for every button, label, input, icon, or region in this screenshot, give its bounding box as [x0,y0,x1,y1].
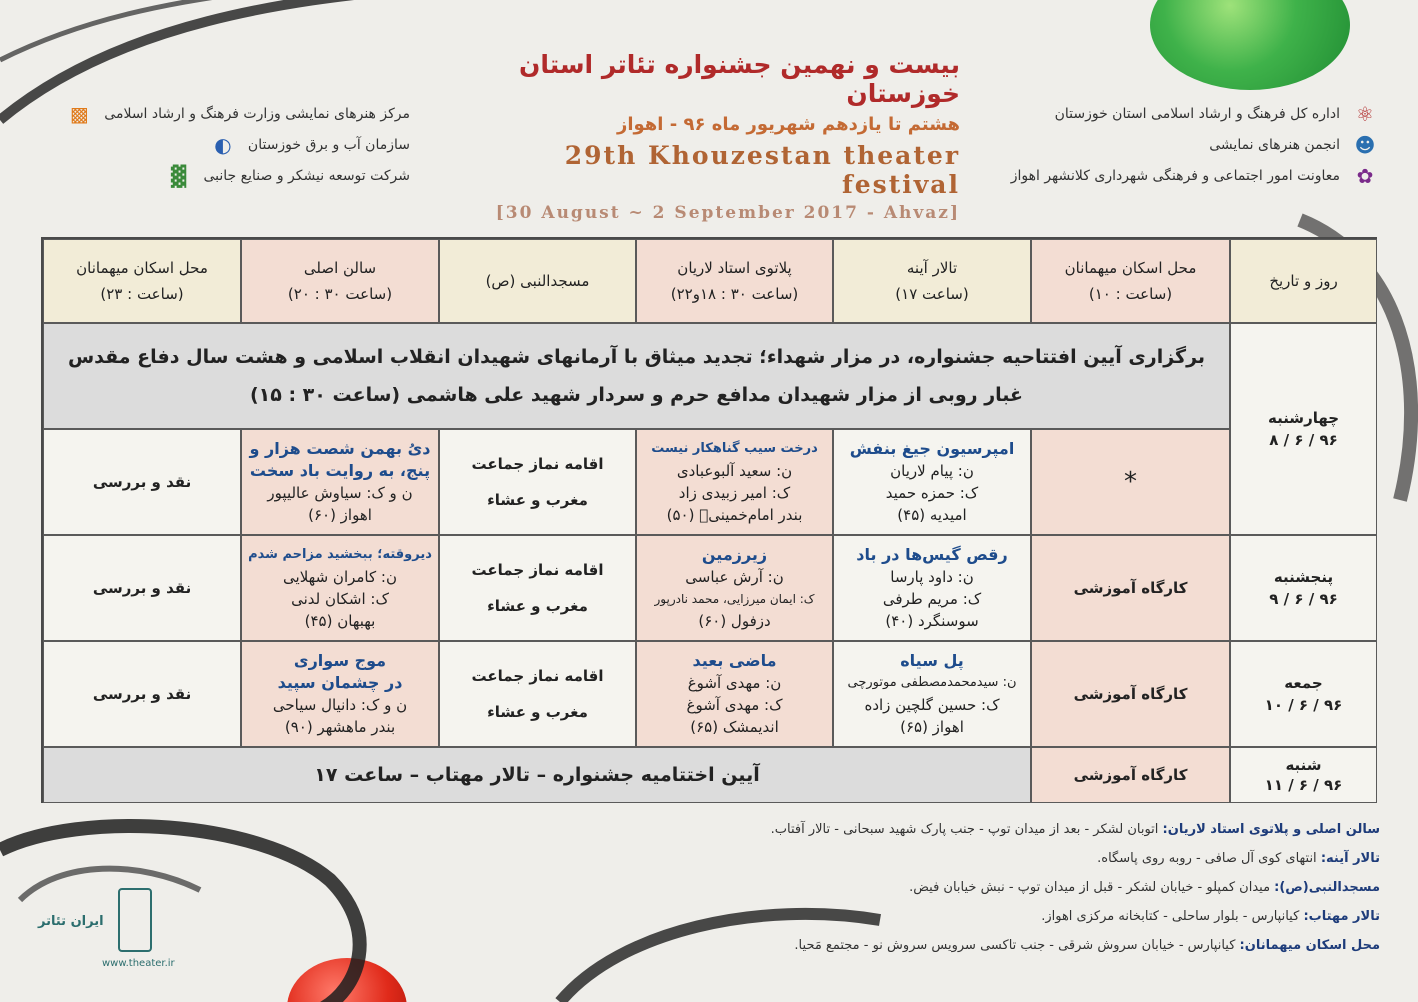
iran-theater-logo: ایران تئاتر www.theater.ir [38,888,168,978]
header-col-mosque: مسجدالنبی (ص) [439,239,636,323]
play-cell: رقص گیس‌ها در باد ن: داود پارسا ک: مریم طرفی سوسنگرد (۴۰) [833,535,1031,641]
review-cell: نقد و بررسی [43,429,241,535]
theater-mask-icon [118,888,152,952]
water-drop-icon: ◐ [214,132,232,157]
venue-note: سالن اصلی و پلاتوی استاد لاریان: اتوبان لشکر - بعد از میدان توپ - جنب پارک شهید سبحانی - تالار آفتاب. [770,822,1380,837]
organizers-left [40,98,410,191]
festival-dates-en: [30 August ~ 2 September 2017 - Ahvaz] [495,203,960,223]
organizer-item: مرکز هنرهای نمایشی وزارت فرهنگ و ارشاد اسلامی ▩ [40,98,410,129]
prayer-cell: اقامه نماز جماعت مغرب و عشاء [439,429,636,535]
day-cell-thursday: پنجشنبه ۹۶ / ۶ / ۹ [1230,535,1377,641]
organizer-item: ⚛ اداره کل فرهنگ و ارشاد اسلامی استان خوزستان [990,98,1380,129]
play-cell: پل سیاه ن: سیدمحمدمصطفی موتورچی ک: حسین گلچین زاده اهواز (۶۵) [833,641,1031,747]
cell-wed-morning: * [1031,429,1230,535]
emblem-icon: ⚛ [1356,101,1374,126]
organizer-item: شرکت توسعه نیشکر و صنایع جانبی ▓ [40,160,410,191]
people-icon: ☻ [1354,132,1376,157]
festival-dates-fa: هشتم تا یازدهم شهریور ماه ۹۶ - اهواز [616,114,960,135]
organizer-item: ☻ انجمن هنرهای نمایشی [990,129,1380,160]
header-day-date: روز و تاریخ [1230,239,1377,323]
venue-note: محل اسکان میهمانان: کیانپارس - خیابان سروش شرقی - جنب تاکسی سرویس سروش نو - مجتمع مَحیا. [794,938,1380,953]
schedule-table [41,237,1377,803]
organizer-item: ✿ معاونت امور اجتماعی و فرهنگی شهرداری کلانشهر اهواز [990,160,1380,191]
review-cell: نقد و بررسی [43,641,241,747]
day-cell-wednesday: چهارشنبه ۹۶ / ۶ / ۸ [1230,323,1377,535]
workshop-cell: کارگاه آموزشی [1031,535,1230,641]
day-cell-friday: جمعه ۹۶ / ۶ / ۱۰ [1230,641,1377,747]
play-cell: زیرزمین ن: آرش عباسی ک: ایمان میرزایی، محمد نادرپور دزفول (۶۰) [636,535,833,641]
organizers-right [990,98,1380,191]
header-col-main-hall: سالن اصلی (ساعت ۳۰ : ۲۰) [241,239,439,323]
organizer-item: سازمان آب و برق خوزستان ◐ [40,129,410,160]
prayer-cell: اقامه نماز جماعت مغرب و عشاء [439,641,636,747]
book-icon: ▩ [69,101,89,126]
header-col-ayeneh-hall: تالار آینه (ساعت ۱۷) [833,239,1031,323]
venue-note: تالار آینه: انتهای کوی آل صافی - روبه روی پاسگاه. [1097,851,1380,866]
closing-ceremony-banner: آیین اختتامیه جشنواره – تالار مهتاب – ساعت ۱۷ [43,747,1031,803]
festival-title-fa: بیست و نهمین جشنواره تئاتر استان خوزستان [519,50,960,108]
play-cell: ماضی بعید ن: مهدی آشوغ ک: مهدی آشوغ اندیمشک (۶۵) [636,641,833,747]
header-col-guest-house-night: محل اسکان میهمانان (ساعت : ۲۳) [43,239,241,323]
workshop-cell: کارگاه آموزشی [1031,747,1230,803]
venue-note: تالار مهتاب: کیانپارس - بلوار ساحلی - کتابخانه مرکزی اهواز. [1041,909,1380,924]
venue-note: مسجدالنبی(ص): میدان کمپلو - خیابان لشکر - قبل از میدان توپ - نبش خیابان فیض. [909,880,1380,895]
opening-ceremony-banner: برگزاری آیین افتتاحیه جشنواره، در مزار شهداء؛ تجدید میثاق با آرمانهای شهیدان انقلاب اسلامی و هشت سال دفاع مقدس غبار روبی از مزار شهیدان مدافع حرم و سردار شهید علی هاشمی (ساعت ۳۰ : ۱۵) [43,323,1230,429]
sugarcane-icon: ▓ [170,163,187,188]
play-cell: دیُ بهمن شصت هزار و پنج، به روایت باد سخت ن و ک: سیاوش عالیپور اهواز (۶۰) [241,429,439,535]
venue-addresses [720,815,1380,960]
play-cell: موج سواری در چشمان سپید ن و ک: دانیال سیاحی بندر ماهشهر (۹۰) [241,641,439,747]
header-col-larian-plateau: پلاتوی استاد لاریان (ساعت ۳۰ : ۱۸و۲۲) [636,239,833,323]
review-cell: نقد و بررسی [43,535,241,641]
play-cell: درخت سیب گناهکار نیست ن: سعید آلبوعبادی ک: امیر زبیدی زاد بندر امام‌خمینیؒ (۵۰) [636,429,833,535]
green-sphere-decoration [1150,0,1350,90]
festival-header [440,50,960,223]
header-col-guest-house-morning: محل اسکان میهمانان (ساعت : ۱۰) [1031,239,1230,323]
play-cell: دیروقته؛ ببخشید مزاحم شدم ن: کامران شهلایی ک: اشکان لدنی بهبهان (۴۵) [241,535,439,641]
red-sphere-decoration [287,958,407,1002]
festival-title-en: 29th Khouzestan theater festival [564,141,960,199]
prayer-cell: اقامه نماز جماعت مغرب و عشاء [439,535,636,641]
day-cell-saturday: شنبه ۹۶ / ۶ / ۱۱ [1230,747,1377,803]
workshop-cell: کارگاه آموزشی [1031,641,1230,747]
municipality-icon: ✿ [1356,163,1374,188]
play-cell: امپرسیون جیغ بنفش ن: پیام لاریان ک: حمزه حمید امیدیه (۴۵) [833,429,1031,535]
